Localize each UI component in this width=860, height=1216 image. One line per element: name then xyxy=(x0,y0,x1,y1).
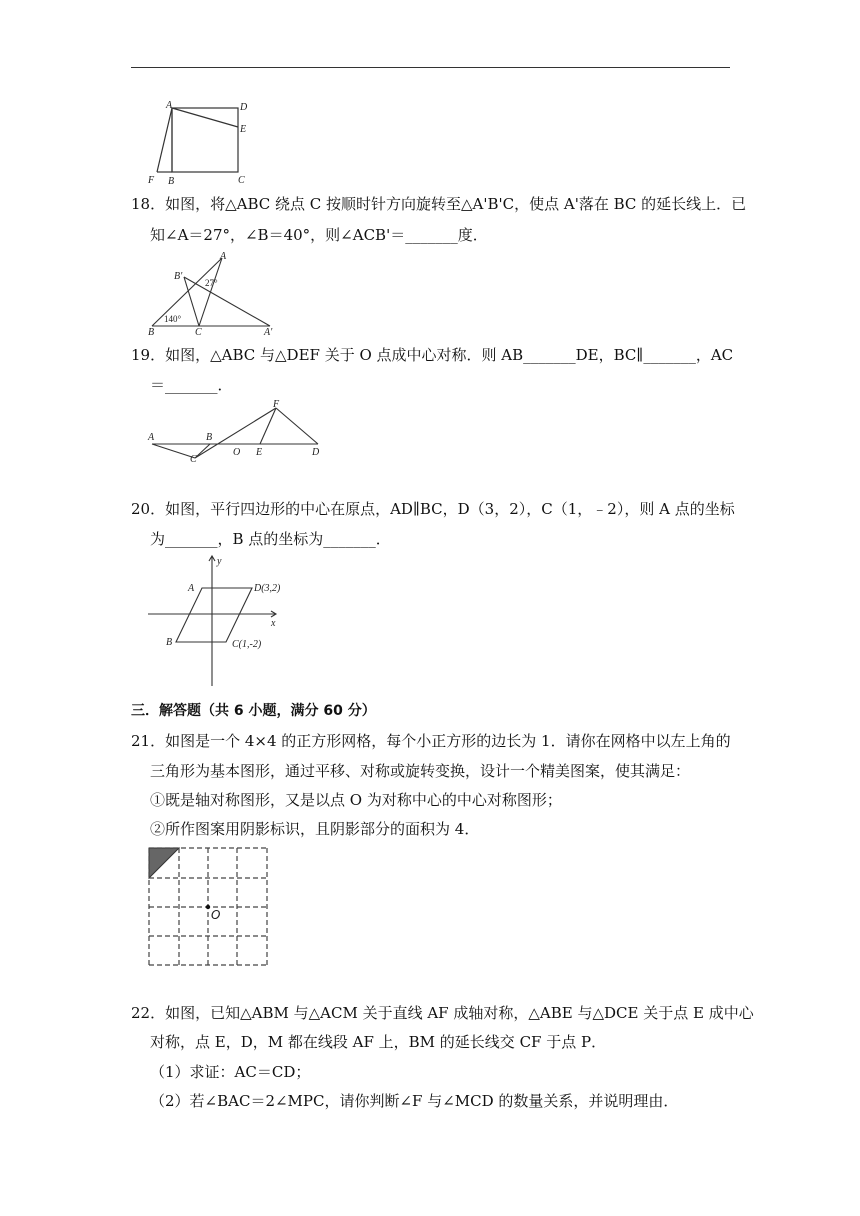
q21-label-O: O xyxy=(211,908,221,922)
q21-shaded-triangle xyxy=(149,848,179,878)
q20-label-D: D(3,2) xyxy=(254,583,281,594)
q19-label-B: B xyxy=(206,432,213,443)
q19-line1: 19．如图，△ABC 与△DEF 关于 O 点成中心对称．则 AB_______DE，BC∥_______，AC xyxy=(131,346,734,364)
q20-label-B: B xyxy=(166,637,173,648)
q19-label-A: A xyxy=(148,432,155,443)
q22-sub1: （1）求证：AC＝CD； xyxy=(150,1063,311,1081)
q21-line1: 21．如图是一个 4×4 的正方形网格，每个小正方形的边长为 1．请你在网格中以左上角的 xyxy=(131,732,731,750)
q20-line1: 20．如图，平行四边形的中心在原点，AD∥BC，D（3，2），C（1，﹣2），则 A 点的坐标 xyxy=(131,500,735,518)
q20-label-A: A xyxy=(188,583,195,594)
q17-figure xyxy=(140,98,260,188)
q19-label-O: O xyxy=(233,447,241,458)
q19-label-D: D xyxy=(312,447,320,458)
q19-label-E: E xyxy=(256,447,263,458)
q21-point-O xyxy=(206,905,210,909)
q18-label-Bprime: B' xyxy=(174,271,183,282)
q21-line2: 三角形为基本图形，通过平移、对称或旋转变换，设计一个精美图案，使其满足： xyxy=(150,762,691,780)
q18-label-A: A xyxy=(220,251,227,262)
q17-label-D: D xyxy=(240,102,248,113)
header-rule xyxy=(131,67,730,68)
q20-figure xyxy=(140,552,290,688)
q18-label-Aprime: A' xyxy=(264,327,273,336)
q20-label-y: y xyxy=(217,556,222,567)
q18-label-C: C xyxy=(195,327,202,336)
q19-label-F: F xyxy=(273,399,280,410)
q19-line2: ＝_______． xyxy=(150,376,233,394)
section-heading: 三．解答题（共 6 小题，满分 60 分） xyxy=(131,703,376,719)
q22-sub2: （2）若∠BAC＝2∠MPC，请你判断∠F 与∠MCD 的数量关系，并说明理由． xyxy=(150,1092,679,1110)
q18-line2: 知∠A＝27°，∠B＝40°，则∠ACB'＝_______度． xyxy=(150,226,488,244)
q18-label-B: B xyxy=(148,327,155,336)
q21-grid-figure xyxy=(146,845,270,969)
q17-label-F: F xyxy=(148,175,155,186)
q22-line1: 22．如图，已知△ABM 与△ACM 关于直线 AF 成轴对称，△ABE 与△DCE 关于点 E 成中心 xyxy=(131,1004,754,1022)
q17-label-A: A xyxy=(166,100,173,111)
q18-label-140: 140° xyxy=(164,314,182,324)
q21-item1: ①既是轴对称图形，又是以点 O 为对称中心的中心对称图形； xyxy=(150,791,562,809)
q18-figure xyxy=(140,250,290,336)
q17-label-E: E xyxy=(240,124,247,135)
q19-figure xyxy=(140,398,340,464)
q21-item2: ②所作图案用阴影标识，且阴影部分的面积为 4． xyxy=(150,820,480,838)
q17-label-B: B xyxy=(168,176,175,187)
q17-label-C: C xyxy=(238,175,245,186)
q20-line2: 为_______，B 点的坐标为_______． xyxy=(150,530,391,548)
q19-label-C: C xyxy=(190,454,197,464)
q18-label-27: 27° xyxy=(205,278,218,288)
q22-line2: 对称，点 E，D，M 都在线段 AF 上，BM 的延长线交 CF 于点 P． xyxy=(150,1033,607,1051)
q20-label-C: C(1,-2) xyxy=(232,639,262,650)
q20-label-x: x xyxy=(271,618,276,629)
q18-line1: 18．如图，将△ABC 绕点 C 按顺时针方向旋转至△A'B'C，使点 A'落在 BC 的延长线上．已 xyxy=(131,195,747,213)
